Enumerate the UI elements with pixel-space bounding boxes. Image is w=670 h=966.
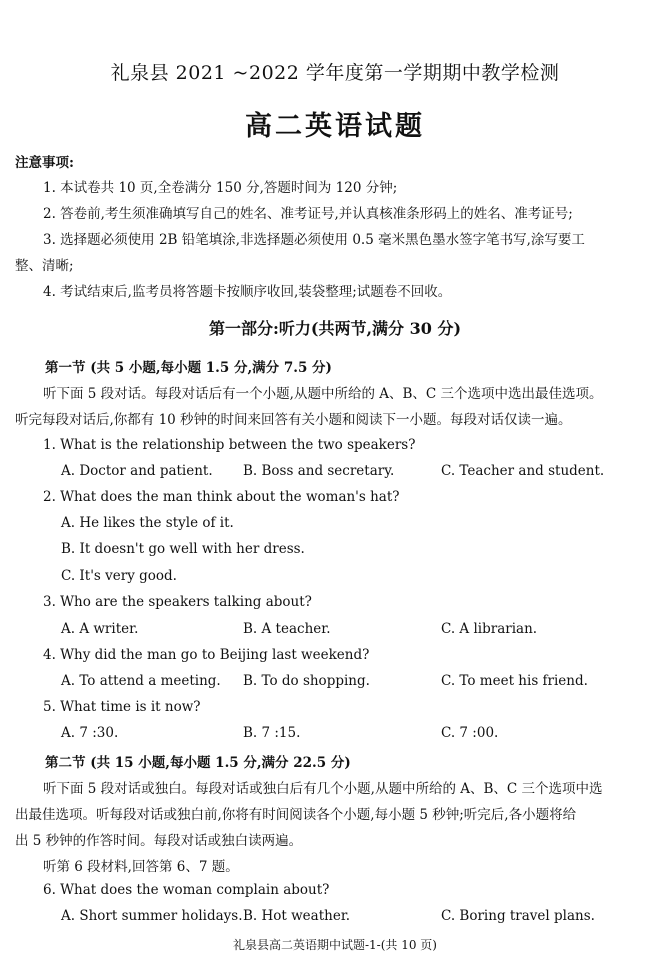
option-c: C. 7 :00. xyxy=(441,725,499,741)
material-intro: 听第 6 段材料,回答第 6、7 题。 xyxy=(43,859,239,875)
question-4: 4. Why did the man go to Beijing last weekend? xyxy=(43,647,370,663)
question-1: 1. What is the relationship between the two speakers? xyxy=(43,437,416,453)
section2-instruction: 听下面 5 段对话或独白。每段对话或独白后有几个小题,从题中所给的 A、B、C 三个选项中选 xyxy=(43,781,603,797)
option-a: A. He likes the style of it. xyxy=(61,515,234,531)
option-b: B. It doesn't go well with her dress. xyxy=(61,541,305,557)
option-a: A. To attend a meeting. xyxy=(61,673,221,689)
option-c: C. To meet his friend. xyxy=(441,673,588,689)
exam-title: 礼泉县 2021 ~2022 学年度第一学期期中教学检测 xyxy=(110,62,560,84)
section1-heading: 第一节 (共 5 小题,每小题 1.5 分,满分 7.5 分) xyxy=(45,360,332,376)
subject-title: 高二英语试题 xyxy=(245,111,425,142)
notes-heading: 注意事项: xyxy=(15,155,74,171)
question-5: 5. What time is it now? xyxy=(43,699,201,715)
option-b: B. Hot weather. xyxy=(243,908,351,924)
option-c: C. Boring travel plans. xyxy=(441,908,595,924)
question-2: 2. What does the man think about the woman's hat? xyxy=(43,489,400,505)
section1-instruction: 听下面 5 段对话。每段对话后有一个小题,从题中所给的 A、B、C 三个选项中选出最佳选项。 xyxy=(43,386,603,402)
part1-title: 第一部分:听力(共两节,满分 30 分) xyxy=(208,319,462,338)
option-a: A. A writer. xyxy=(61,621,139,637)
note-item: 2. 答卷前,考生须准确填写自己的姓名、准考证号,并认真核准条形码上的姓名、准考证号; xyxy=(43,206,573,222)
page-footer: 礼泉县高二英语期中试题-1-(共 10 页) xyxy=(232,938,437,952)
option-b: B. 7 :15. xyxy=(243,725,301,741)
question-6: 6. What does the woman complain about? xyxy=(43,882,330,898)
option-b: B. Boss and secretary. xyxy=(243,463,395,479)
option-c: C. It's very good. xyxy=(61,568,177,584)
note-item: 整、清晰; xyxy=(15,258,74,274)
section2-instruction: 出最佳选项。听每段对话或独白前,你将有时间阅读各个小题,每小题 5 秒钟;听完后,各小题将给 xyxy=(15,807,577,823)
note-item: 3. 选择题必须使用 2B 铅笔填涂,非选择题必须使用 0.5 毫米黑色墨水签字笔书写,涂写要工 xyxy=(43,232,585,248)
section2-heading: 第二节 (共 15 小题,每小题 1.5 分,满分 22.5 分) xyxy=(45,755,351,771)
note-item: 4. 考试结束后,监考员将答题卡按顺序收回,装袋整理;试题卷不回收。 xyxy=(43,284,452,300)
option-c: C. A librarian. xyxy=(441,621,538,637)
section2-instruction: 出 5 秒钟的作答时间。每段对话或独白读两遍。 xyxy=(15,833,303,849)
option-a: A. Short summer holidays. xyxy=(61,908,243,924)
section1-instruction: 听完每段对话后,你都有 10 秒钟的时间来回答有关小题和阅读下一小题。每段对话仅读一遍。 xyxy=(15,412,572,428)
option-b: B. To do shopping. xyxy=(243,673,370,689)
option-c: C. Teacher and student. xyxy=(441,463,605,479)
note-item: 1. 本试卷共 10 页,全卷满分 150 分,答题时间为 120 分钟; xyxy=(43,180,398,196)
question-3: 3. Who are the speakers talking about? xyxy=(43,594,312,610)
option-a: A. Doctor and patient. xyxy=(61,463,213,479)
option-a: A. 7 :30. xyxy=(61,725,119,741)
option-b: B. A teacher. xyxy=(243,621,331,637)
